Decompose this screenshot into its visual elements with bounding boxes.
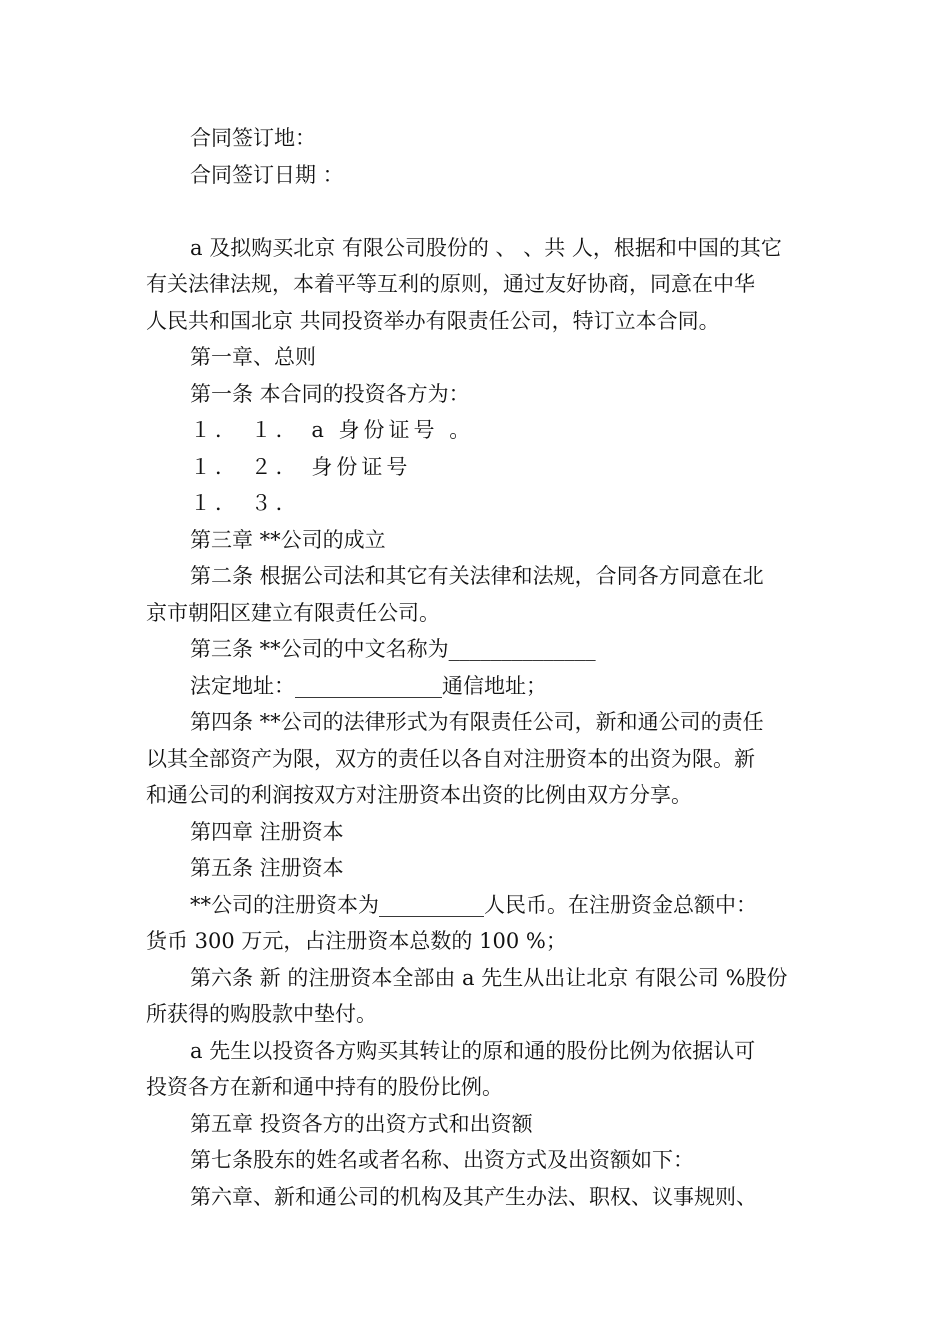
signing-date: 合同签订日期 ： xyxy=(190,162,344,187)
article-6-line-2: 所获得的购股款中垫付。 xyxy=(146,1002,377,1026)
article-4-line-3: 和通公司的利润按双方对注册资本出资的比例由双方分享。 xyxy=(146,783,692,807)
registered-capital-line-1: **公司的注册资本为__________人民币。在注册资金总额中： xyxy=(190,892,757,917)
article-1: 第一条 本合同的投资各方为： xyxy=(190,381,470,406)
preamble-line-3: 人民共和国北京 共同投资举办有限责任公司，特订立本合同。 xyxy=(146,308,720,333)
chapter-6-heading: 第六章、新和通公司的机构及其产生办法、职权、议事规则、 xyxy=(190,1184,757,1209)
address-line: 法定地址：______________通信地址； xyxy=(190,673,547,698)
article-2-line-1: 第二条 根据公司法和其它有关法律和法规，合同各方同意在北 xyxy=(190,564,764,588)
chapter-3-heading: 第三章 **公司的成立 xyxy=(190,527,386,552)
article-5-heading: 第五条 注册资本 xyxy=(190,856,344,880)
chapter-5-heading: 第五章 投资各方的出资方式和出资额 xyxy=(190,1111,533,1136)
article-4-line-2: 以其全部资产为限，双方的责任以各自对注册资本的出资为限。新 xyxy=(146,746,755,771)
article-4-line-1: 第四条 **公司的法律形式为有限责任公司，新和通公司的责任 xyxy=(190,710,764,734)
chapter-1-heading: 第一章、总则 xyxy=(190,345,316,369)
share-ratio-line-1: a 先生以投资各方购买其转让的原和通的股份比例为依据认可 xyxy=(190,1038,756,1063)
preamble-line-2: 有关法律法规，本着平等互利的原则，通过友好协商，同意在中华 xyxy=(146,272,755,296)
blank-line xyxy=(146,193,808,230)
registered-capital-line-2: 货币 300 万元，占注册资本总数的 100 %； xyxy=(146,929,567,953)
document-page xyxy=(146,120,808,1215)
chapter-4-heading: 第四章 注册资本 xyxy=(190,819,344,844)
party-item-2: １． ２． 身份证号 xyxy=(190,454,412,479)
party-item-1: １． １． a 身份证号 。 xyxy=(190,418,475,442)
signing-place: 合同签订地： xyxy=(190,126,316,150)
party-item-3: １． ３． xyxy=(190,491,301,515)
article-7: 第七条股东的姓名或者名称、出资方式及出资额如下： xyxy=(190,1148,694,1172)
article-2-line-2: 京市朝阳区建立有限责任公司。 xyxy=(146,600,440,625)
preamble-line-1: a 及拟购买北京 有限公司股份的 、 、共 人，根据和中国的其它 xyxy=(190,235,782,260)
article-3: 第三条 **公司的中文名称为______________ xyxy=(190,637,596,661)
share-ratio-line-2: 投资各方在新和通中持有的股份比例。 xyxy=(146,1075,503,1099)
article-6-line-1: 第六条 新 的注册资本全部由 a 先生从出让北京 有限公司 %股份 xyxy=(190,965,788,990)
